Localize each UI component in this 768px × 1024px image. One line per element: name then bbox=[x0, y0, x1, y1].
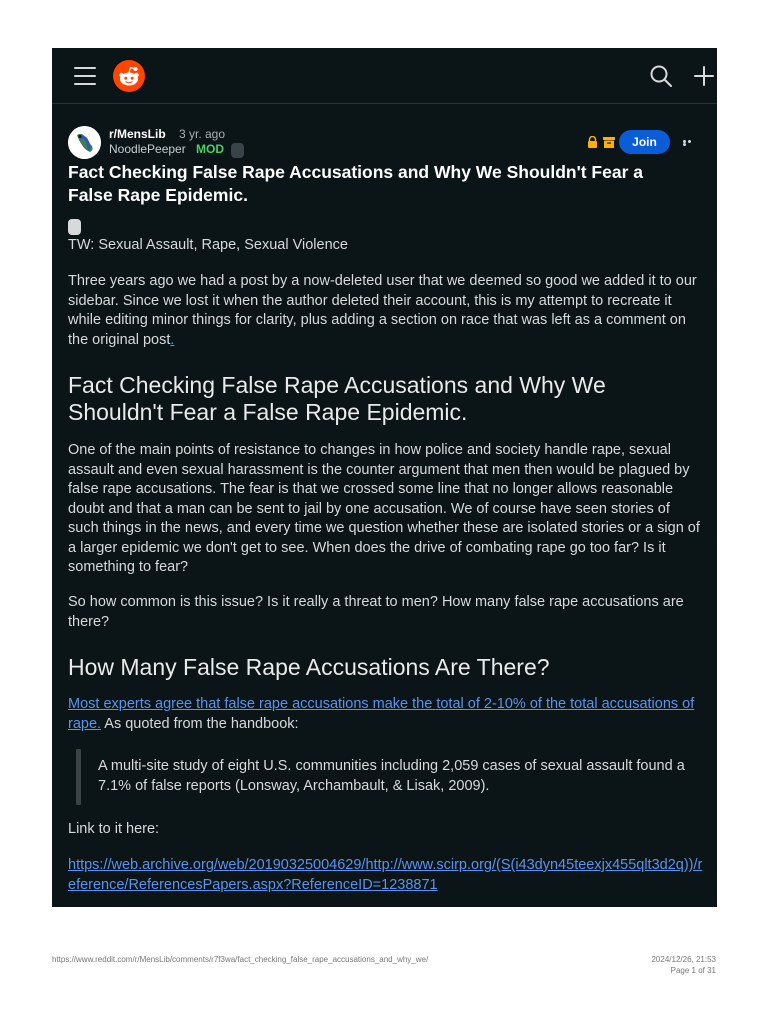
section-heading-fact-checking: Fact Checking False Rape Accusations and Why We Shouldn't Fear a False Rape Epidemic. bbox=[68, 372, 606, 425]
mod-badge: MOD bbox=[196, 142, 224, 156]
experts-link[interactable]: Most experts agree that false rape accusations make the total of 2-10% of the total accusations of rape. bbox=[68, 696, 695, 732]
intro-paragraph bbox=[68, 272, 704, 350]
author-username[interactable]: NoodlePeeper bbox=[109, 142, 186, 156]
top-navigation-bar bbox=[52, 48, 717, 104]
lock-icon bbox=[587, 136, 598, 148]
post-flair-icon bbox=[68, 219, 81, 235]
trigger-warning: TW: Sexual Assault, Rape, Sexual Violence bbox=[68, 237, 348, 253]
post-title[interactable]: Fact Checking False Rape Accusations and Why We Shouldn't Fear a False Rape Epidemic. bbox=[68, 162, 643, 205]
subreddit-avatar[interactable] bbox=[68, 126, 101, 159]
more-options-icon[interactable] bbox=[683, 140, 697, 144]
intro-text: Three years ago we had a post by a now-deleted user that we deemed so good we added it to our sidebar. Since we lost it when the author deleted their account, this is my attempt to recreate it while editing minor things for clarity, plus adding a section on race that was left as a comment on the original post bbox=[68, 273, 697, 348]
reddit-post-screen bbox=[52, 48, 717, 907]
blockquote-text: A multi-site study of eight U.S. communities including 2,059 cases of sexual assault found a 7.1% of false reports (Lonsway, Archambault, & Lisak, 2009). bbox=[98, 758, 685, 794]
menu-icon[interactable] bbox=[74, 67, 96, 85]
footer-url: https://www.reddit.com/r/MensLib/comments/r7f3wa/fact_checking_false_rape_accusations_and_why_we/ bbox=[52, 955, 429, 964]
reddit-logo-icon[interactable] bbox=[113, 60, 145, 92]
paragraph-resistance: One of the main points of resistance to changes in how police and society handle rape, sexual assault and even sexual harassment is the counter argument that men then would be plagued by false rape accusations. The fear is that we crossed some line that no longer allows reasonable doubt and that a man can be sent to jail by one accusation. We of course have seen stories of such things in the news, and every time we question whether these are isolated stories or a sign of a larger epidemic we don't get to see. When does the drive of combating rape go too far? Is it something to fear? bbox=[68, 442, 700, 575]
footer-page-number: Page 1 of 31 bbox=[670, 966, 716, 975]
user-flair-icon bbox=[231, 143, 244, 158]
archive-icon bbox=[603, 136, 615, 148]
paragraph-experts bbox=[68, 695, 704, 734]
link-intro-text: Link to it here: bbox=[68, 821, 160, 837]
post-age: 3 yr. ago bbox=[179, 127, 226, 141]
search-icon[interactable] bbox=[650, 65, 672, 87]
paragraph-how-common: So how common is this issue? Is it really a threat to men? How many false rape accusations are there? bbox=[68, 594, 684, 630]
section-heading-how-many: How Many False Rape Accusations Are There? bbox=[68, 654, 550, 680]
footer-datetime: 2024/12/26, 21:53 bbox=[651, 955, 716, 964]
archive-link[interactable] bbox=[68, 856, 704, 895]
add-icon[interactable] bbox=[693, 65, 715, 87]
join-button[interactable]: Join bbox=[619, 130, 670, 154]
archive-link-text[interactable]: https://web.archive.org/web/20190325004629/http://www.scirp.org/(S(i43dyn45teexjx455qlt3d2q))/reference/ReferencesPapers.aspx?ReferenceID=1238871 bbox=[68, 857, 703, 893]
blockquote-bar bbox=[76, 749, 81, 805]
subreddit-name[interactable]: r/MensLib bbox=[109, 127, 166, 141]
experts-suffix: As quoted from the handbook: bbox=[101, 715, 299, 732]
original-post-link[interactable]: . bbox=[170, 331, 175, 348]
